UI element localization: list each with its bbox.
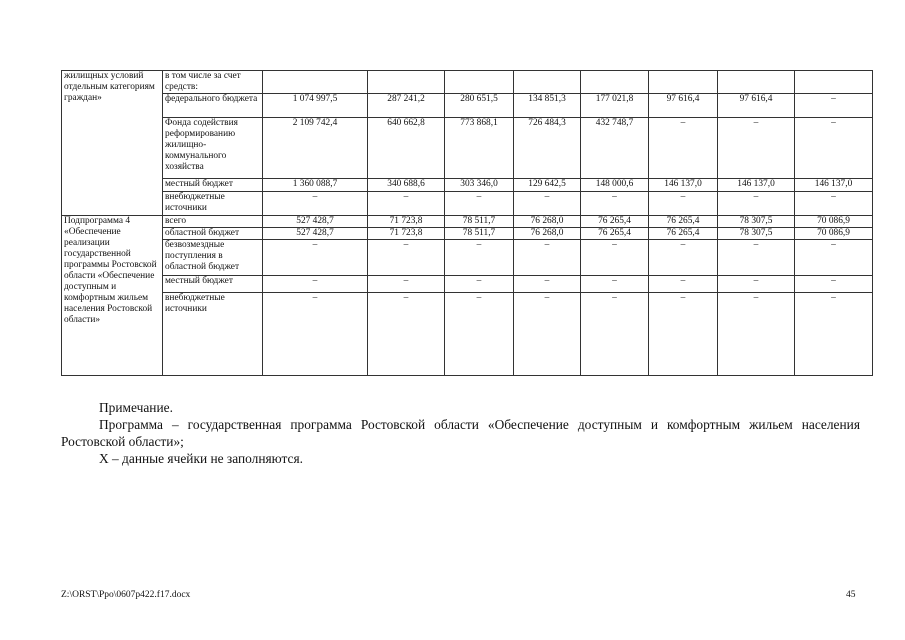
value-cell: –: [649, 118, 718, 179]
subprogram-name-cell: Подпрограмма 4 «Обеспечение реализации государственной программы Ростовской области «Обеспечение доступным и комфортным жильем населения Ростовской области»: [62, 216, 163, 376]
value-cell: [795, 71, 873, 94]
value-cell: 76 268,0: [514, 216, 581, 228]
value-cell: –: [795, 192, 873, 216]
budget-table: [61, 70, 873, 376]
value-cell: 146 137,0: [649, 179, 718, 192]
value-cell: 773 868,1: [445, 118, 514, 179]
value-cell: 287 241,2: [368, 94, 445, 118]
value-cell: 1 360 088,7: [263, 179, 368, 192]
value-cell: –: [514, 192, 581, 216]
value-cell: 78 307,5: [718, 216, 795, 228]
value-cell: –: [263, 276, 368, 293]
value-cell: 71 723,8: [368, 216, 445, 228]
value-cell: 97 616,4: [718, 94, 795, 118]
source-label: безвозмездные поступления в областной бюджет: [163, 240, 263, 276]
value-cell: 97 616,4: [649, 94, 718, 118]
value-cell: 70 086,9: [795, 228, 873, 240]
table-row: [62, 118, 873, 179]
value-cell: [581, 71, 649, 94]
value-cell: –: [718, 118, 795, 179]
value-cell: –: [514, 240, 581, 276]
value-cell: –: [368, 293, 445, 376]
value-cell: –: [263, 293, 368, 376]
value-cell: –: [718, 240, 795, 276]
source-label: внебюджетные источники: [163, 293, 263, 376]
value-cell: 640 662,8: [368, 118, 445, 179]
table-row: [62, 276, 873, 293]
footer-file-path: Z:\ORST\Ppo\0607p422.f17.docx: [61, 590, 191, 600]
value-cell: [263, 71, 368, 94]
value-cell: –: [649, 293, 718, 376]
value-cell: [445, 71, 514, 94]
value-cell: 129 642,5: [514, 179, 581, 192]
source-label: местный бюджет: [163, 179, 263, 192]
source-label: областной бюджет: [163, 228, 263, 240]
source-label: внебюджетные источники: [163, 192, 263, 216]
table-row: [62, 71, 873, 94]
value-cell: –: [718, 276, 795, 293]
value-cell: 1 074 997,5: [263, 94, 368, 118]
notes-section: [61, 399, 860, 467]
value-cell: –: [581, 192, 649, 216]
value-cell: –: [581, 276, 649, 293]
value-cell: 148 000,6: [581, 179, 649, 192]
value-cell: 340 688,6: [368, 179, 445, 192]
value-cell: –: [718, 192, 795, 216]
value-cell: –: [263, 240, 368, 276]
table-row: [62, 192, 873, 216]
table-body: [62, 71, 873, 376]
value-cell: 146 137,0: [718, 179, 795, 192]
value-cell: 280 651,5: [445, 94, 514, 118]
value-cell: 76 265,4: [581, 216, 649, 228]
value-cell: 177 021,8: [581, 94, 649, 118]
value-cell: 78 511,7: [445, 228, 514, 240]
table-row: [62, 293, 873, 376]
value-cell: –: [368, 276, 445, 293]
value-cell: 2 109 742,4: [263, 118, 368, 179]
source-label: Фонда содействия реформированию жилищно-коммунального хозяйства: [163, 118, 263, 179]
value-cell: –: [795, 276, 873, 293]
value-cell: –: [263, 192, 368, 216]
value-cell: –: [581, 240, 649, 276]
source-label: федерального бюджета: [163, 94, 263, 118]
table-row: [62, 94, 873, 118]
table-row: [62, 240, 873, 276]
value-cell: –: [795, 240, 873, 276]
value-cell: –: [514, 293, 581, 376]
value-cell: –: [368, 192, 445, 216]
value-cell: –: [795, 94, 873, 118]
value-cell: 527 428,7: [263, 228, 368, 240]
value-cell: 303 346,0: [445, 179, 514, 192]
value-cell: 76 265,4: [649, 216, 718, 228]
notes-program-definition: Программа – государственная программа Ростовской области «Обеспечение доступным и комфортным жильем населения Ростовской области»;: [61, 417, 860, 449]
notes-x-definition: Х – данные ячейки не заполняются.: [99, 451, 303, 466]
value-cell: 146 137,0: [795, 179, 873, 192]
value-cell: –: [795, 118, 873, 179]
program-name-cell: жилищных условий отдельным категориям граждан»: [62, 71, 163, 216]
source-label: в том числе за счет средств:: [163, 71, 263, 94]
value-cell: 726 484,3: [514, 118, 581, 179]
value-cell: –: [581, 293, 649, 376]
value-cell: 78 307,5: [718, 228, 795, 240]
value-cell: –: [368, 240, 445, 276]
table-row: [62, 228, 873, 240]
value-cell: 527 428,7: [263, 216, 368, 228]
value-cell: 78 511,7: [445, 216, 514, 228]
value-cell: [368, 71, 445, 94]
value-cell: [718, 71, 795, 94]
value-cell: –: [445, 293, 514, 376]
value-cell: –: [649, 276, 718, 293]
value-cell: 76 265,4: [649, 228, 718, 240]
value-cell: [514, 71, 581, 94]
table-row: [62, 216, 873, 228]
value-cell: 76 268,0: [514, 228, 581, 240]
value-cell: 71 723,8: [368, 228, 445, 240]
value-cell: –: [649, 192, 718, 216]
value-cell: 76 265,4: [581, 228, 649, 240]
notes-title: Примечание.: [99, 400, 173, 415]
page-number: 45: [846, 590, 856, 600]
value-cell: –: [514, 276, 581, 293]
table-row: [62, 179, 873, 192]
value-cell: –: [718, 293, 795, 376]
value-cell: –: [795, 293, 873, 376]
value-cell: [649, 71, 718, 94]
source-label: местный бюджет: [163, 276, 263, 293]
source-label: всего: [163, 216, 263, 228]
value-cell: –: [445, 240, 514, 276]
value-cell: –: [445, 276, 514, 293]
value-cell: 70 086,9: [795, 216, 873, 228]
value-cell: –: [445, 192, 514, 216]
value-cell: 432 748,7: [581, 118, 649, 179]
value-cell: 134 851,3: [514, 94, 581, 118]
value-cell: –: [649, 240, 718, 276]
